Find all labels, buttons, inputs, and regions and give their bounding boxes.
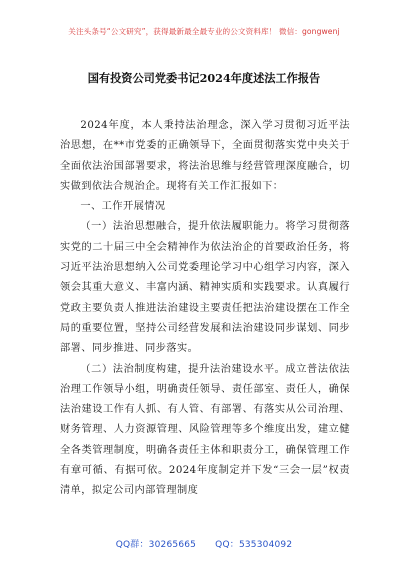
- document-body: [60, 116, 350, 502]
- footer-qq-group: QQ群：30265665: [115, 540, 197, 550]
- section-heading-1: 一、工作开展情况: [80, 201, 166, 213]
- footer-qq: QQ：535304092: [215, 540, 293, 550]
- header-banner: 关注头条号“公文研究”，获得最新最全最专业的公文资料库！ 微信：gongwenj: [68, 27, 340, 36]
- document-title: 国有投资公司党委书记2024年度述法工作报告: [87, 71, 321, 85]
- footer-contact: [0, 537, 408, 550]
- intro-paragraph: 2024年度，本人秉持法治理念，深入学习贯彻习近平法治思想，在**市党委的正确领导下，全面贯彻落实党中央关于全面依法治国部署要求，将法治思维与经营管理深度融合，切实做到依法合规治企。现将有关工作汇报如下：: [60, 120, 350, 192]
- item-paragraph-2: （二）法治制度构建，提升法治建设水平。成立普法依法治理工作领导小组，明确责任领导、责任部室、责任人，确保法治建设工作有人抓、有人管、有部署、有落实从公司治理、财务管理、人力资源管理、风险管理等多个维度出发，建立健全各类管理制度，明确各责任主体和职责分工，确保管理工作有章可循、有据可依。2024年度制定并下发“三会一层”权责清单，拟定公司内部管理制度: [60, 363, 350, 497]
- item-paragraph-1: （一）法治思想融合，提升依法履职能力。将学习贯彻落实党的二十届三中全会精神作为依法治企的首要政治任务，将习近平法治思想纳入公司党委理论学习中心组学习内容，深入领会其重大意义、丰富内涵、精神实质和实践要求。认真履行党政主要负责人推进法治建设主要责任把法治建设摆在工作全局的重要位置，坚持公司经营发展和法治建设同步谋划、同步部署、同步推进、同步落实。: [60, 221, 350, 355]
